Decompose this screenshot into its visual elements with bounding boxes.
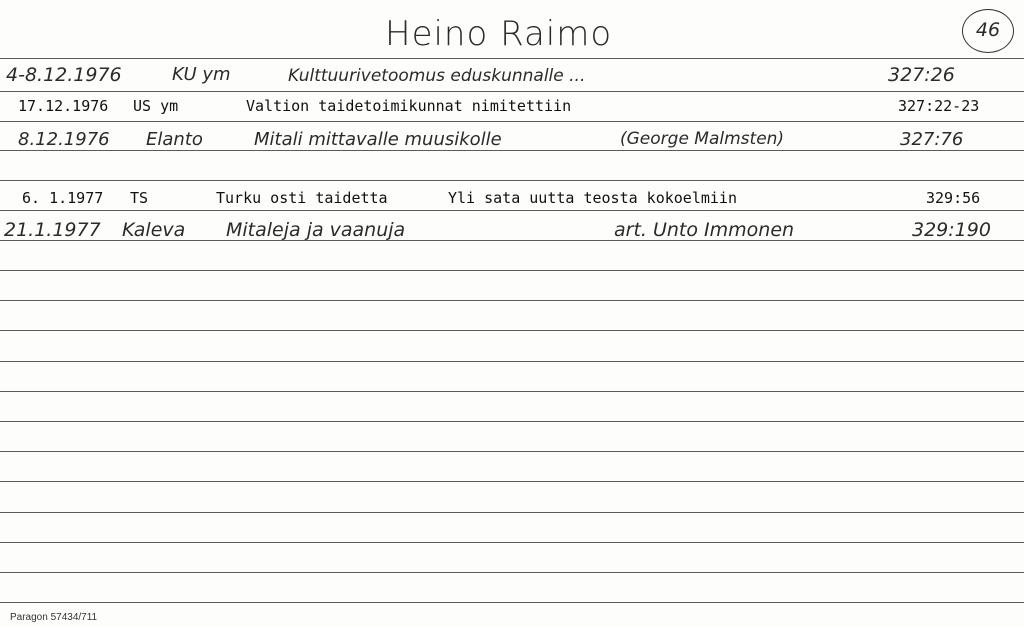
card-number: 46 bbox=[975, 19, 1001, 41]
rule-line bbox=[0, 512, 1024, 513]
entry-date: 4-8.12.1976 bbox=[6, 64, 122, 86]
rule-line bbox=[0, 602, 1024, 603]
entry-text: Mitali mittavalle muusikolle bbox=[254, 129, 502, 150]
entry-date: 21.1.1977 bbox=[4, 219, 101, 241]
rule-line bbox=[0, 421, 1024, 422]
entry-date: 6. 1.1977 bbox=[22, 189, 104, 207]
rule-line bbox=[0, 542, 1024, 543]
entry-source: US ym bbox=[133, 97, 179, 115]
entry-note: art. Unto Immonen bbox=[614, 219, 795, 241]
rule-line bbox=[0, 451, 1024, 452]
rule-line bbox=[0, 572, 1024, 573]
card-title: Heino Raimo bbox=[385, 14, 613, 54]
entry-date: 8.12.1976 bbox=[18, 129, 110, 150]
rule-line bbox=[0, 150, 1024, 151]
entry-ref: 327:22-23 bbox=[898, 97, 980, 115]
entry-ref: 329:56 bbox=[926, 189, 981, 207]
entry-text: Turku osti taidetta bbox=[216, 189, 388, 207]
entry-text: Mitaleja ja vaanuja bbox=[226, 219, 406, 241]
rule-line bbox=[0, 210, 1024, 211]
card-number-circle bbox=[962, 9, 1014, 53]
entry-source: KU ym bbox=[172, 64, 231, 85]
rule-line bbox=[0, 91, 1024, 92]
entry-text: Valtion taidetoimikunnat nimitettiin bbox=[246, 97, 572, 115]
entry-ref: 327:26 bbox=[888, 64, 955, 86]
entry-source: Kaleva bbox=[122, 219, 186, 241]
entry-text: Kulttuurivetoomus eduskunnalle ... bbox=[288, 66, 586, 86]
entry-ref: 327:76 bbox=[900, 129, 964, 150]
entry-note: Yli sata uutta teosta kokoelmiin bbox=[448, 189, 737, 207]
entry-date: 17.12.1976 bbox=[18, 97, 109, 115]
entry-ref: 329:190 bbox=[912, 219, 991, 241]
card-footer: Paragon 57434/711 bbox=[10, 612, 98, 623]
rule-line bbox=[0, 391, 1024, 392]
rule-line bbox=[0, 270, 1024, 271]
rule-line bbox=[0, 300, 1024, 301]
rule-line bbox=[0, 330, 1024, 331]
entry-source: Elanto bbox=[146, 129, 203, 150]
rule-line bbox=[0, 121, 1024, 122]
entry-source: TS bbox=[130, 189, 149, 207]
rule-line bbox=[0, 180, 1024, 181]
rule-line bbox=[0, 481, 1024, 482]
rule-line bbox=[0, 361, 1024, 362]
entry-note: (George Malmsten) bbox=[620, 129, 785, 149]
rule-line bbox=[0, 58, 1024, 59]
